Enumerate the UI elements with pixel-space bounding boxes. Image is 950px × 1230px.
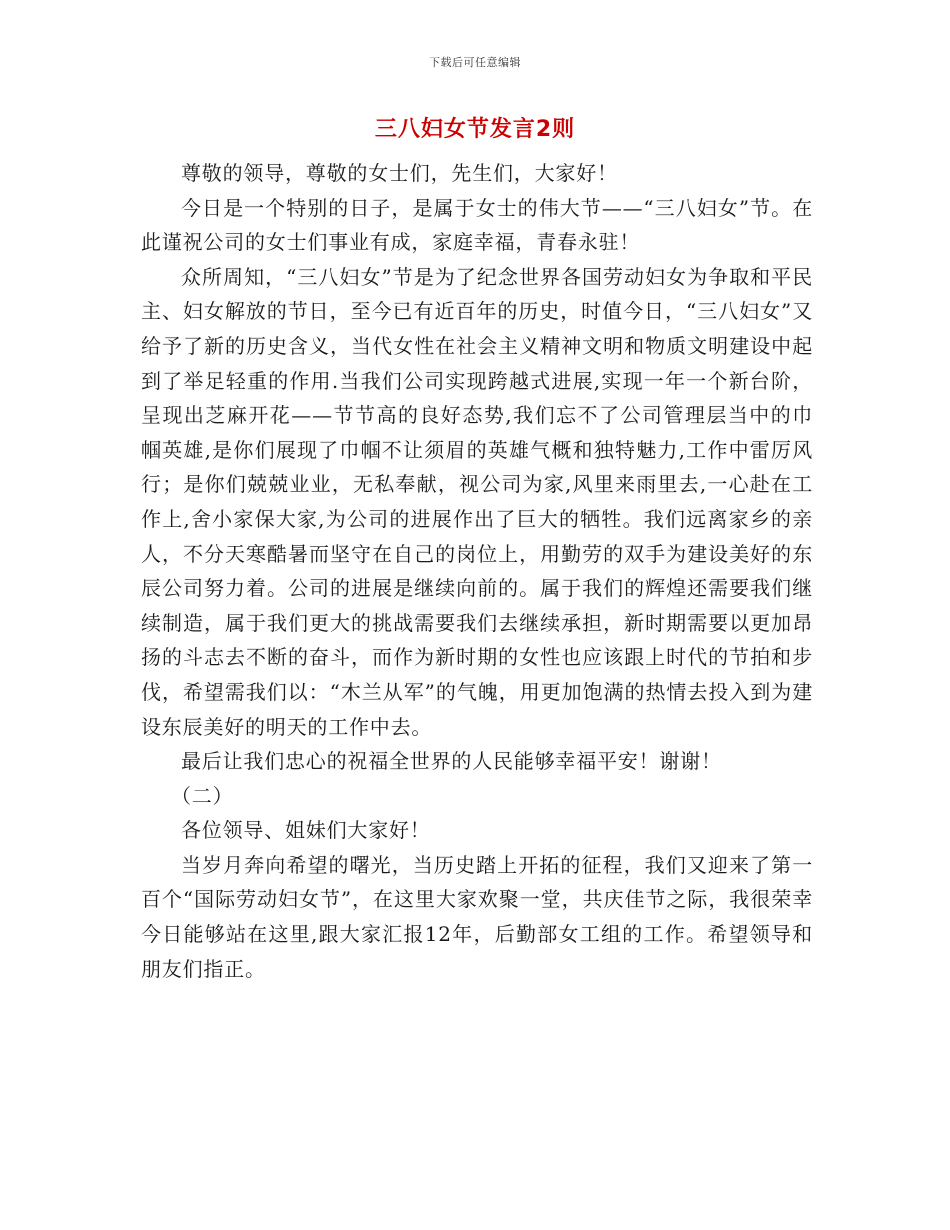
document-title: 三八妇女节发言2则 — [374, 117, 576, 142]
paragraph-greeting-two: 各位领导、姐妹们大家好！ — [181, 818, 431, 843]
document-body — [141, 156, 813, 986]
paragraph-main: 众所周知，“三八妇女”节是为了纪念世界各国劳动妇女为争取和平民主、妇女解放的节日，至今已有近百年的历史，时值今日，“三八妇女”又给予了新的历史含义，当代女性在社会主义精神文明和物质文明建设中起到了举足轻重的作用.当我们公司实现跨越式进展,实现一年一个新台阶，呈现出芝麻开花——节节高的良好态势,我们忘不了公司管理层当中的巾帼英雄,是你们展现了巾帼不让须眉的英雄气概和独特魅力,工作中雷厉风行；是你们兢兢业业，无私奉献，视公司为家,风里来雨里去,一心赴在工作上,舍小家保大家,为公司的进展作出了巨大的牺牲。我们远离家乡的亲人，不分天寒酷暑而坚守在自己的岗位上，用勤劳的双手为建设美好的东辰公司努力着。公司的进展是继续向前的。属于我们的辉煌还需要我们继续制造，属于我们更大的挑战需要我们去继续承担，新时期需要以更加昂扬的斗志去不断的奋斗，而作为新时期的女性也应该跟上时代的节拍和步伐，希望需我们以：“木兰从军”的气魄，用更加饱满的热情去投入到为建设东辰美好的明天的工作中去。 — [141, 264, 813, 739]
section-heading-two: （二） — [171, 783, 234, 808]
paragraph-intro: 今日是一个特别的日子，是属于女士的伟大节——“三八妇女”节。在此谨祝公司的女士们事业有成，家庭幸福，青春永驻！ — [141, 195, 813, 255]
header-note: 下载后可任意编辑 — [429, 56, 521, 69]
paragraph-greeting: 尊敬的领导，尊敬的女士们，先生们，大家好！ — [181, 161, 618, 185]
paragraph-speech-two: 当岁月奔向希望的曙光，当历史踏上开拓的征程，我们又迎来了第一百个“国际劳动妇女节”，在这里大家欢聚一堂，共庆佳节之际，我很荣幸今日能够站在这里,跟大家汇报12年，后勤部女工组的工作。希望领导和朋友们指正。 — [141, 852, 813, 981]
paragraph-closing: 最后让我们忠心的祝福全世界的人民能够幸福平安！谢谢！ — [181, 749, 722, 774]
